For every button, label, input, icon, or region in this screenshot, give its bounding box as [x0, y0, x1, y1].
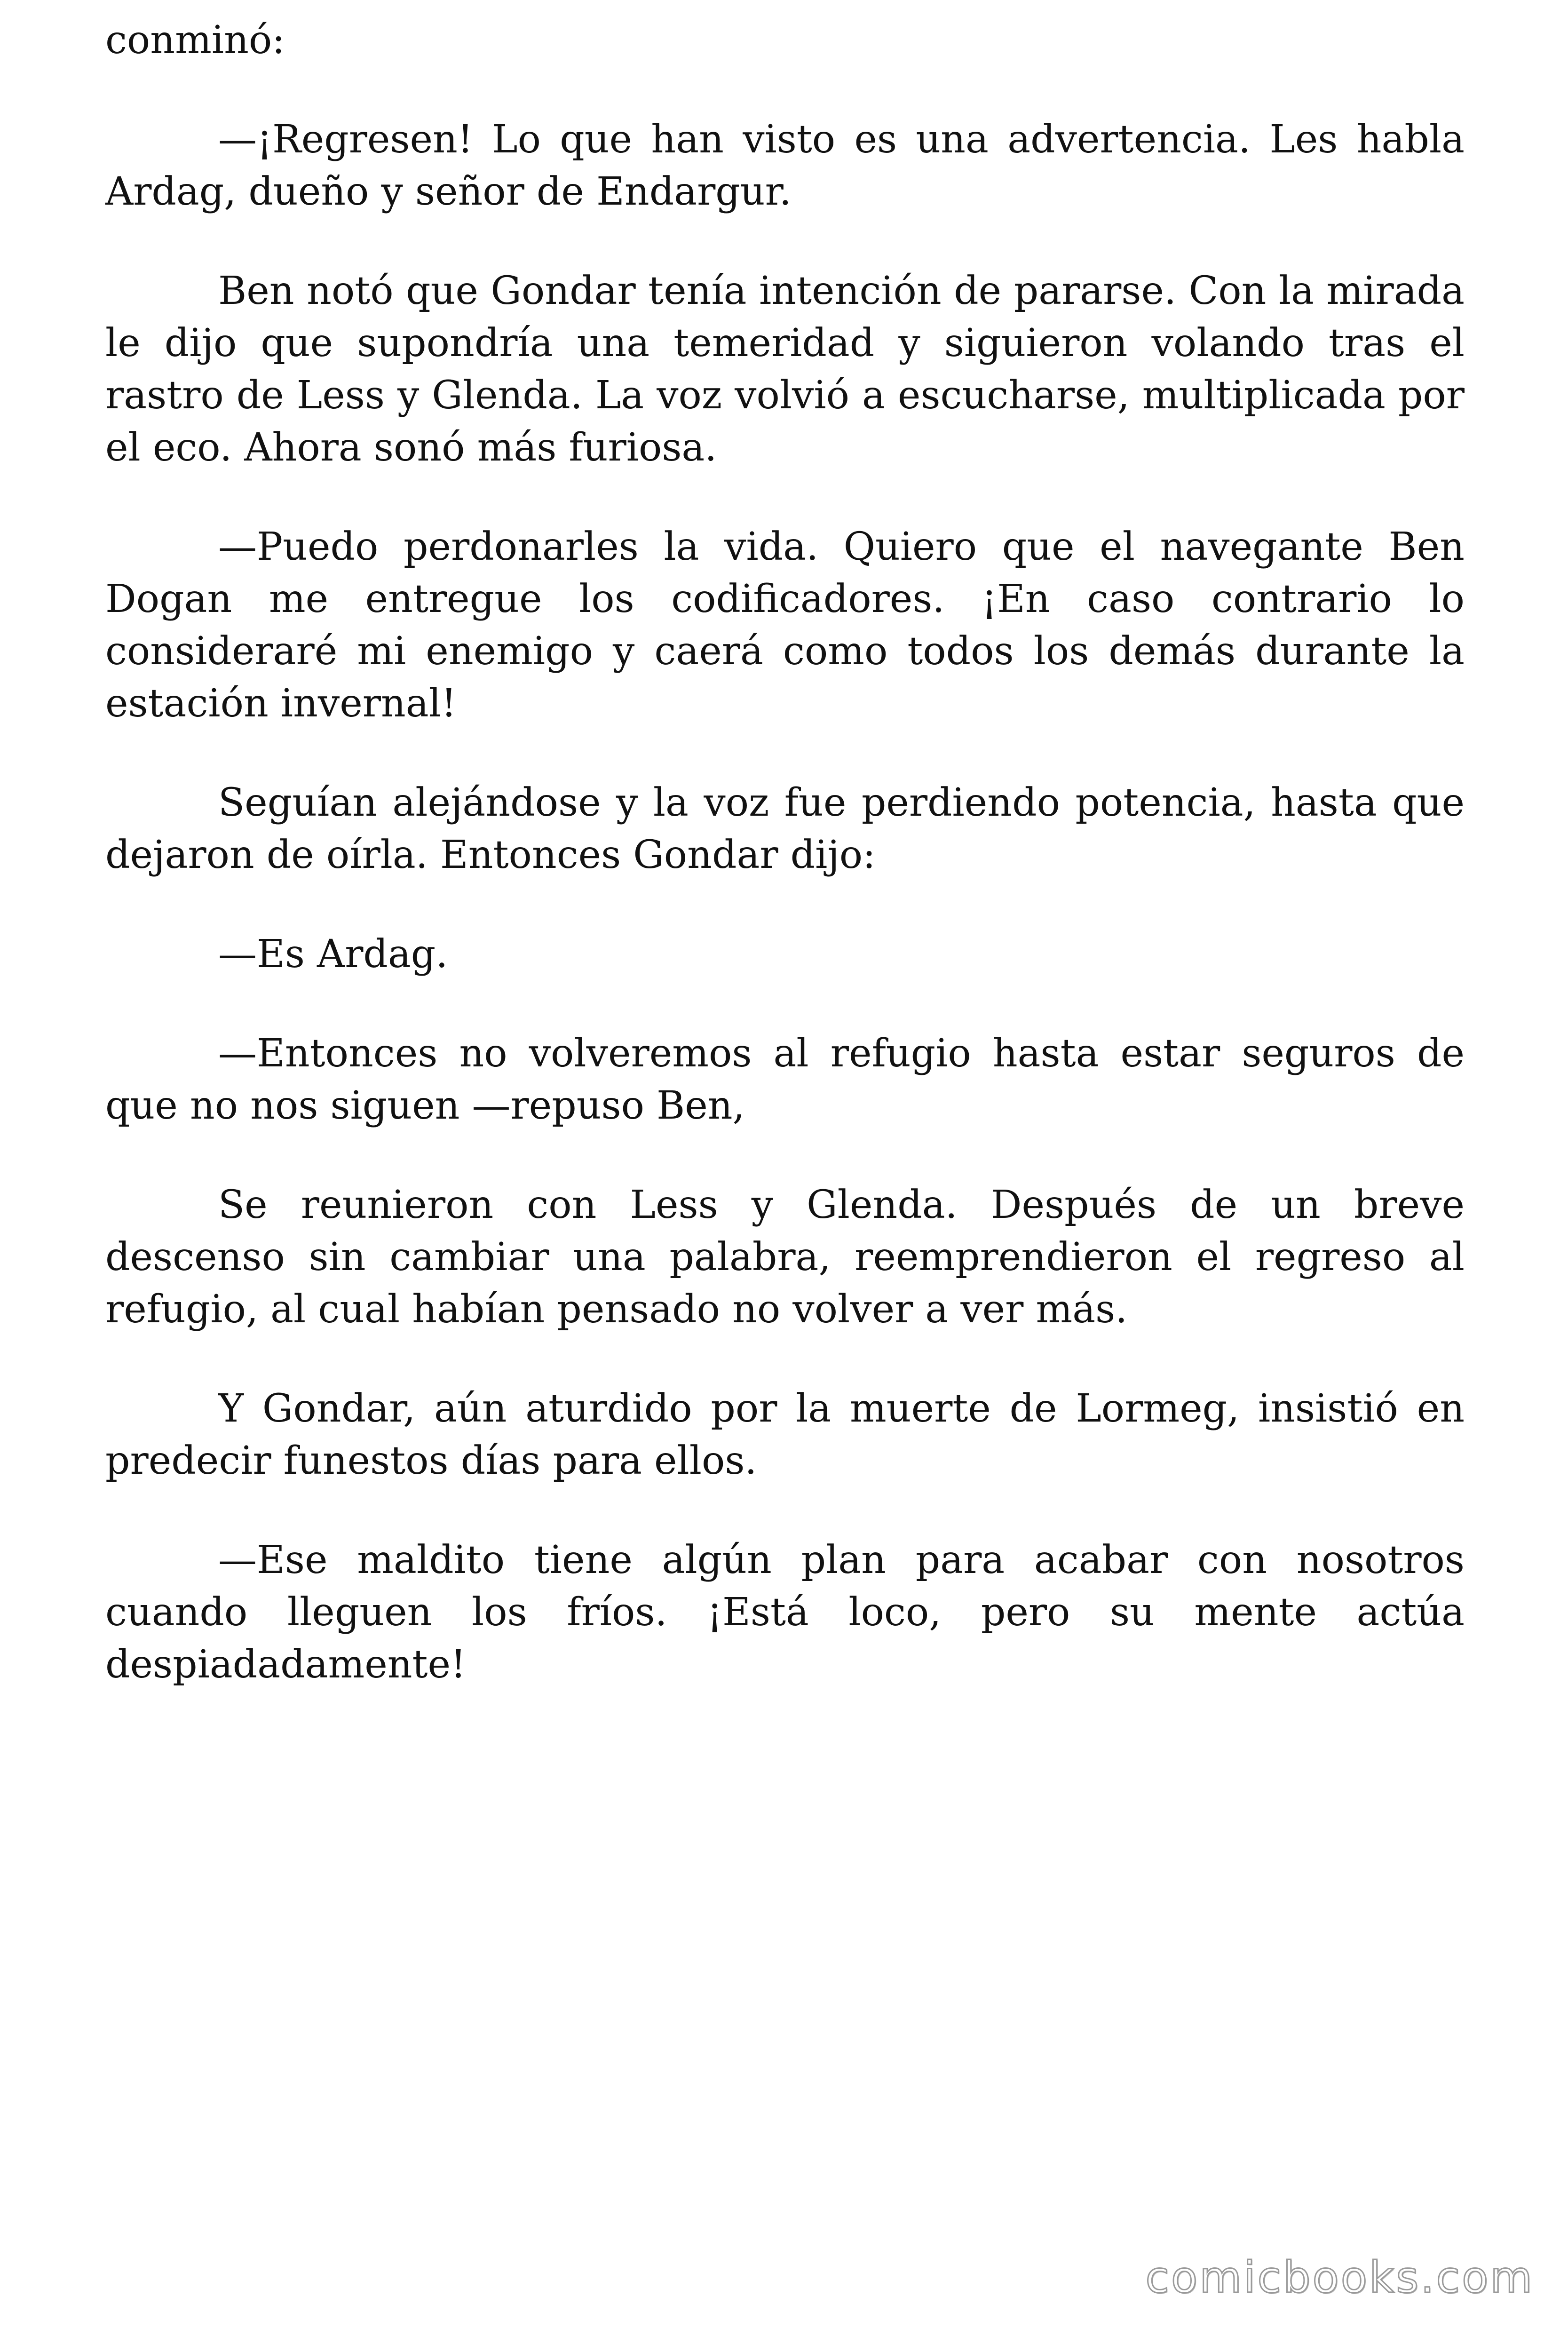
- paragraph-gondar-warning: —Ese maldito tiene algún plan para acabar con nosotros cuando lleguen los fríos. ¡Está loco, pero su mente actúa despiadadamente!: [105, 1538, 1465, 1687]
- paragraph-ardag-demand: —Puedo perdonarles la vida. Quiero que el navegante Ben Dogan me entregue los codificadores. ¡En caso contrario lo consideraré mi enemigo y caerá como todos los demás durante la estación invernal!: [105, 524, 1465, 726]
- watermark: comicbooks.com: [1145, 2252, 1534, 2303]
- paragraph-es-ardag: —Es Ardag.: [218, 932, 448, 977]
- paragraph-ben-noticed: Ben notó que Gondar tenía intención de pararse. Con la mirada le dijo que supondría una temeridad y siguieron volando tras el rastro de Less y Glenda. La voz volvió a escucharse, multiplicada por el eco. Ahora sonó más furiosa.: [105, 269, 1465, 470]
- paragraph-voice-fading: Seguían alejándose y la voz fue perdiendo potencia, hasta que dejaron de oírla. Entonces Gondar dijo:: [105, 780, 1465, 877]
- paragraph-reunion: Se reunieron con Less y Glenda. Después de un breve descenso sin cambiar una palabra, reemprendieron el regreso al refugio, al cual habían pensado no volver a ver más.: [105, 1183, 1465, 1332]
- paragraph-ben-reply: —Entonces no volveremos al refugio hasta estar seguros de que no nos siguen —repuso Ben,: [105, 1031, 1465, 1128]
- body-text: [105, 14, 1465, 1738]
- paragraph-continuation: conminó:: [105, 18, 285, 63]
- paragraph-gondar-predicts: Y Gondar, aún aturdido por la muerte de Lormeg, insistió en predecir funestos días para ellos.: [105, 1386, 1465, 1483]
- paragraph-ardag-warning: —¡Regresen! Lo que han visto es una advertencia. Les habla Ardag, dueño y señor de Endargur.: [105, 117, 1465, 214]
